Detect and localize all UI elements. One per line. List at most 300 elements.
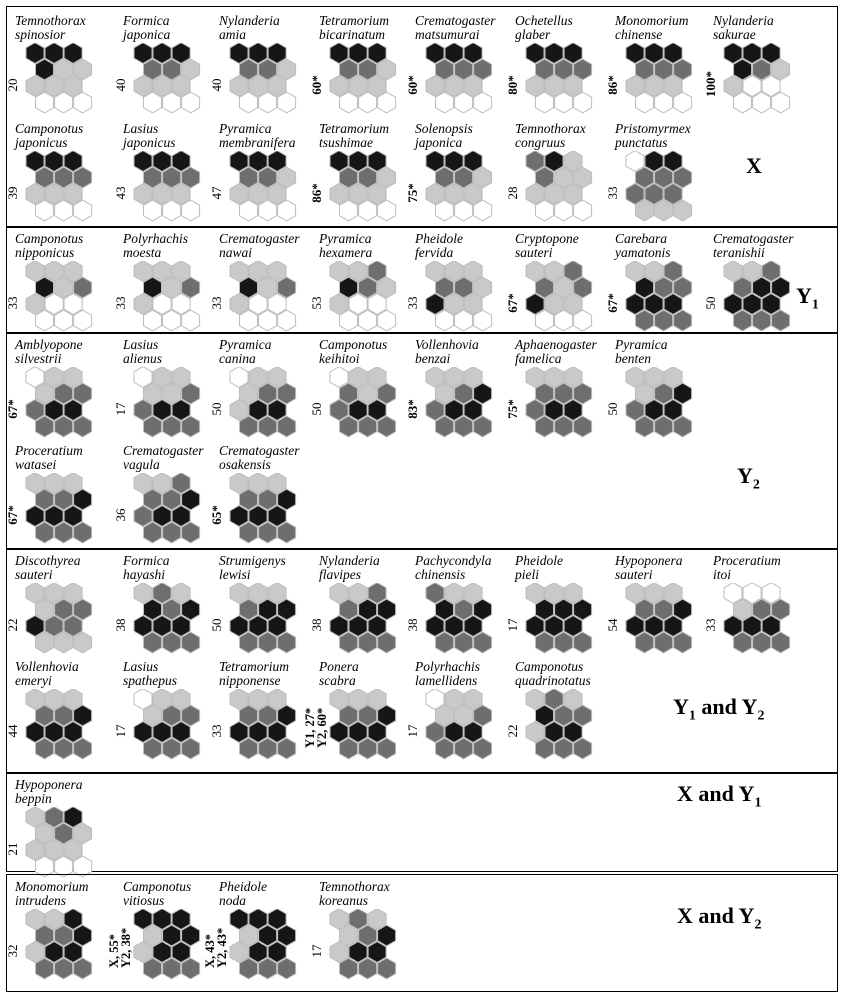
species-panel — [309, 13, 417, 125]
indicator-value: 21 — [5, 842, 20, 856]
species-name: Ponera scabra — [319, 659, 359, 688]
hex-cell — [436, 383, 454, 404]
species-name: Nylanderia amia — [219, 13, 280, 42]
hex-cell — [724, 616, 742, 637]
hex-cell — [772, 599, 790, 620]
hex-cell — [359, 958, 377, 979]
hex-cell — [536, 599, 554, 620]
species-name: Pheidole fervida — [415, 231, 463, 260]
hex-cell — [26, 807, 44, 827]
hex-cell — [674, 277, 692, 298]
indicator-value: 17 — [405, 724, 420, 738]
hex-cell — [734, 632, 752, 653]
hex-cell — [474, 167, 492, 188]
hex-cell — [340, 383, 358, 404]
hex-cell — [445, 722, 463, 743]
hex-cell — [426, 43, 444, 63]
species-name: Vollenhovia emeryi — [15, 659, 79, 688]
hex-cell — [55, 277, 73, 298]
indicator-value: 38 — [405, 618, 420, 632]
hex-cell — [674, 200, 692, 221]
hex-cell — [436, 277, 454, 298]
species-panel — [309, 231, 417, 343]
hex-cell — [55, 522, 73, 543]
indicator-value: Y1, 27* Y2, 60* — [303, 707, 329, 748]
hex-cell — [230, 942, 248, 963]
hex-cell — [526, 722, 544, 743]
hex-cell — [724, 43, 742, 63]
hex-cell — [55, 59, 73, 80]
hexmap-grid — [723, 43, 795, 115]
hex-cell — [259, 599, 277, 620]
hex-cell — [626, 261, 644, 281]
hex-cell — [368, 367, 386, 387]
species-panel — [5, 231, 113, 343]
hex-cell — [163, 59, 181, 80]
hex-cell — [474, 599, 492, 620]
hex-cell — [536, 59, 554, 80]
hexmap-grid — [425, 689, 497, 761]
hex-cell — [182, 200, 200, 221]
hex-cell — [445, 689, 463, 709]
hex-cell — [574, 310, 592, 331]
hex-cell — [172, 583, 190, 603]
hex-cell — [163, 167, 181, 188]
species-panel — [309, 337, 417, 449]
hex-cell — [26, 722, 44, 743]
hex-cell — [172, 616, 190, 637]
hex-cell — [144, 310, 162, 331]
species-panel — [113, 443, 221, 555]
hex-cell — [636, 599, 654, 620]
species-panel — [5, 553, 113, 665]
hexmap-grid — [525, 367, 597, 439]
group-x — [6, 6, 838, 228]
hexmap-grid — [525, 689, 597, 761]
hex-cell — [64, 909, 82, 929]
species-panel — [113, 337, 221, 449]
hex-cell — [626, 43, 644, 63]
hex-cell — [153, 261, 171, 281]
hex-cell — [163, 958, 181, 979]
hex-cell — [526, 294, 544, 315]
hex-cell — [368, 909, 386, 929]
hex-cell — [55, 416, 73, 437]
hex-cell — [340, 200, 358, 221]
hex-cell — [340, 416, 358, 437]
hex-cell — [445, 583, 463, 603]
hex-cell — [464, 184, 482, 205]
species-panel — [605, 121, 713, 233]
hex-cell — [230, 689, 248, 709]
hex-cell — [249, 473, 267, 493]
hex-cell — [359, 416, 377, 437]
hex-cell — [134, 722, 152, 743]
hex-cell — [74, 958, 92, 979]
hex-cell — [64, 583, 82, 603]
hex-cell — [349, 294, 367, 315]
hex-cell — [153, 76, 171, 97]
hex-cell — [545, 261, 563, 281]
hex-cell — [259, 383, 277, 404]
hex-cell — [349, 909, 367, 929]
hex-cell — [526, 261, 544, 281]
indicator-value: 40 — [113, 78, 128, 92]
hex-cell — [278, 416, 296, 437]
hex-cell — [626, 583, 644, 603]
hex-cell — [64, 367, 82, 387]
species-name: Pheidole pieli — [515, 553, 563, 582]
hex-cell — [545, 722, 563, 743]
hex-cell — [645, 184, 663, 205]
hex-cell — [144, 599, 162, 620]
hex-cell — [724, 583, 742, 603]
hex-cell — [172, 400, 190, 421]
hex-cell — [172, 367, 190, 387]
hexmap-grid — [525, 43, 597, 115]
hex-cell — [445, 400, 463, 421]
hex-cell — [664, 583, 682, 603]
hex-cell — [526, 76, 544, 97]
hex-cell — [536, 705, 554, 726]
hex-cell — [455, 200, 473, 221]
hex-cell — [230, 184, 248, 205]
hex-cell — [574, 383, 592, 404]
species-name: Solenopsis japonica — [415, 121, 473, 150]
hex-cell — [230, 909, 248, 929]
hex-cell — [278, 522, 296, 543]
hex-cell — [378, 167, 396, 188]
hex-cell — [36, 522, 54, 543]
hex-cell — [564, 151, 582, 171]
hex-cell — [144, 167, 162, 188]
hexmap-grid — [625, 151, 697, 223]
hex-cell — [436, 92, 454, 113]
hex-cell — [378, 59, 396, 80]
hex-cell — [645, 400, 663, 421]
hex-cell — [74, 92, 92, 113]
hex-cell — [259, 489, 277, 510]
hex-cell — [36, 59, 54, 80]
hexmap-grid — [329, 261, 401, 333]
indicator-value: 20 — [5, 78, 20, 92]
hex-cell — [526, 151, 544, 171]
hex-cell — [249, 367, 267, 387]
hex-cell — [55, 958, 73, 979]
species-name: Crematogaster matsumurai — [415, 13, 496, 42]
hex-cell — [349, 942, 367, 963]
hex-cell — [349, 367, 367, 387]
hex-cell — [555, 383, 573, 404]
hex-cell — [340, 167, 358, 188]
hex-cell — [26, 76, 44, 97]
hex-cell — [134, 616, 152, 637]
species-name: Temnothorax congruus — [515, 121, 586, 150]
group-y1y2 — [6, 548, 838, 774]
hex-cell — [240, 522, 258, 543]
hex-cell — [555, 416, 573, 437]
hex-cell — [74, 200, 92, 221]
hex-cell — [259, 522, 277, 543]
hexmap-grid — [329, 151, 401, 223]
species-name: Lasius spathepus — [123, 659, 177, 688]
species-name: Pyramica membranifera — [219, 121, 296, 150]
hexmap-grid — [133, 151, 205, 223]
hex-cell — [240, 416, 258, 437]
hex-cell — [426, 583, 444, 603]
hex-cell — [172, 506, 190, 527]
hex-cell — [268, 294, 286, 315]
species-panel — [309, 553, 417, 665]
species-panel — [505, 337, 613, 449]
hex-cell — [55, 738, 73, 759]
hex-cell — [182, 310, 200, 331]
hex-cell — [259, 59, 277, 80]
hex-cell — [464, 583, 482, 603]
hex-cell — [240, 489, 258, 510]
hex-cell — [278, 310, 296, 331]
hex-cell — [163, 599, 181, 620]
hex-cell — [555, 277, 573, 298]
hex-cell — [536, 167, 554, 188]
hex-cell — [655, 310, 673, 331]
hex-cell — [340, 705, 358, 726]
hex-cell — [762, 583, 780, 603]
hex-cell — [564, 616, 582, 637]
hex-cell — [134, 583, 152, 603]
species-name: Tetramorium tsushimae — [319, 121, 390, 150]
hex-cell — [368, 294, 386, 315]
hexmap-grid — [425, 367, 497, 439]
hexmap-grid — [723, 583, 795, 655]
hex-cell — [426, 616, 444, 637]
species-name: Pheidole noda — [219, 879, 267, 908]
hex-cell — [172, 151, 190, 171]
indicator-value: 38 — [113, 618, 128, 632]
hex-cell — [426, 76, 444, 97]
hex-cell — [330, 294, 348, 315]
hex-cell — [249, 151, 267, 171]
hex-cell — [545, 367, 563, 387]
hex-cell — [743, 616, 761, 637]
hex-cell — [526, 689, 544, 709]
species-name: Monomorium intrudens — [15, 879, 89, 908]
species-panel — [405, 659, 513, 771]
hex-cell — [436, 599, 454, 620]
species-panel — [505, 553, 613, 665]
hex-cell — [330, 722, 348, 743]
hex-cell — [64, 616, 82, 637]
species-panel — [113, 13, 221, 125]
hex-cell — [278, 958, 296, 979]
hexmap-grid — [625, 367, 697, 439]
hex-cell — [74, 167, 92, 188]
hex-cell — [259, 200, 277, 221]
hex-cell — [249, 261, 267, 281]
hex-cell — [645, 43, 663, 63]
hex-cell — [182, 925, 200, 946]
hexmap-grid — [229, 151, 301, 223]
hexmap-grid — [25, 807, 97, 879]
species-name: Strumigenys lewisi — [219, 553, 286, 582]
hex-cell — [55, 705, 73, 726]
hex-cell — [64, 722, 82, 743]
hex-cell — [153, 909, 171, 929]
hex-cell — [455, 167, 473, 188]
hex-cell — [626, 151, 644, 171]
indicator-value: 17 — [505, 618, 520, 632]
hex-cell — [645, 261, 663, 281]
hex-cell — [182, 599, 200, 620]
hex-cell — [134, 942, 152, 963]
hex-cell — [172, 261, 190, 281]
hex-cell — [240, 59, 258, 80]
hex-cell — [555, 599, 573, 620]
hex-cell — [359, 200, 377, 221]
hex-cell — [144, 925, 162, 946]
hex-cell — [74, 632, 92, 653]
hex-cell — [268, 184, 286, 205]
hex-cell — [172, 76, 190, 97]
hex-cell — [645, 76, 663, 97]
hex-cell — [772, 92, 790, 113]
hex-cell — [259, 416, 277, 437]
hex-cell — [734, 59, 752, 80]
hex-cell — [278, 925, 296, 946]
hex-cell — [464, 689, 482, 709]
hex-cell — [359, 599, 377, 620]
hex-cell — [743, 261, 761, 281]
species-panel — [605, 231, 713, 343]
hex-cell — [734, 310, 752, 331]
hex-cell — [230, 616, 248, 637]
hex-cell — [436, 167, 454, 188]
hex-cell — [743, 583, 761, 603]
hex-cell — [26, 43, 44, 63]
hex-cell — [564, 722, 582, 743]
hex-cell — [249, 689, 267, 709]
hex-cell — [45, 807, 63, 827]
hexmap-grid — [625, 261, 697, 333]
hex-cell — [674, 632, 692, 653]
hex-cell — [574, 599, 592, 620]
hex-cell — [636, 632, 654, 653]
indicator-value: 22 — [505, 724, 520, 738]
species-panel — [605, 13, 713, 125]
hex-cell — [368, 261, 386, 281]
hex-cell — [240, 925, 258, 946]
indicator-value: 65* — [209, 505, 224, 525]
hex-cell — [445, 261, 463, 281]
hex-cell — [574, 59, 592, 80]
species-panel — [209, 231, 317, 343]
hex-cell — [64, 43, 82, 63]
hex-cell — [144, 200, 162, 221]
hex-cell — [426, 184, 444, 205]
hex-cell — [636, 383, 654, 404]
hex-cell — [545, 184, 563, 205]
hex-cell — [45, 43, 63, 63]
hex-cell — [55, 200, 73, 221]
indicator-value: 22 — [5, 618, 20, 632]
hex-cell — [359, 92, 377, 113]
hex-cell — [330, 942, 348, 963]
group-label: X — [746, 153, 762, 178]
indicator-value: 28 — [505, 186, 520, 200]
hex-cell — [45, 400, 63, 421]
hex-cell — [574, 738, 592, 759]
hex-cell — [574, 92, 592, 113]
species-name: Lasius japonicus — [123, 121, 176, 150]
hex-cell — [664, 294, 682, 315]
hex-cell — [268, 400, 286, 421]
hex-cell — [36, 200, 54, 221]
hex-cell — [674, 92, 692, 113]
species-panel — [5, 443, 113, 555]
hex-cell — [259, 92, 277, 113]
hex-cell — [36, 277, 54, 298]
hex-cell — [268, 473, 286, 493]
group-label: $Y_1$ — [796, 283, 819, 313]
hex-cell — [426, 689, 444, 709]
hex-cell — [26, 909, 44, 929]
hex-cell — [368, 616, 386, 637]
hex-cell — [340, 738, 358, 759]
species-name: Crematogaster teranishii — [713, 231, 794, 260]
hex-cell — [330, 367, 348, 387]
hex-cell — [74, 383, 92, 404]
hex-cell — [464, 261, 482, 281]
hex-cell — [172, 473, 190, 493]
hexmap-grid — [25, 583, 97, 655]
hex-cell — [574, 167, 592, 188]
hex-cell — [230, 76, 248, 97]
hexmap-grid — [329, 909, 401, 981]
hex-cell — [349, 616, 367, 637]
hex-cell — [268, 909, 286, 929]
species-name: Hypoponera beppin — [15, 777, 83, 806]
hex-cell — [153, 942, 171, 963]
hex-cell — [163, 383, 181, 404]
hex-cell — [545, 76, 563, 97]
hex-cell — [555, 200, 573, 221]
hex-cell — [340, 92, 358, 113]
hex-cell — [655, 59, 673, 80]
hex-cell — [45, 942, 63, 963]
species-name: Crematogaster vagula — [123, 443, 204, 472]
hex-cell — [368, 400, 386, 421]
hexmap-grid — [425, 261, 497, 333]
hex-cell — [268, 689, 286, 709]
hex-cell — [259, 925, 277, 946]
hex-cell — [368, 722, 386, 743]
hex-cell — [330, 43, 348, 63]
hexmap-grid — [25, 689, 97, 761]
hex-cell — [426, 151, 444, 171]
hex-cell — [55, 599, 73, 620]
hex-cell — [268, 722, 286, 743]
hex-cell — [378, 416, 396, 437]
hexmap-grid — [133, 689, 205, 761]
hex-cell — [330, 184, 348, 205]
hex-cell — [743, 294, 761, 315]
species-name: Formica hayashi — [123, 553, 170, 582]
group-xy1 — [6, 772, 838, 872]
hex-cell — [455, 92, 473, 113]
indicator-value: 33 — [703, 618, 718, 632]
hexmap-grid — [229, 583, 301, 655]
indicator-value: X, 55* Y2, 38* — [107, 927, 133, 968]
